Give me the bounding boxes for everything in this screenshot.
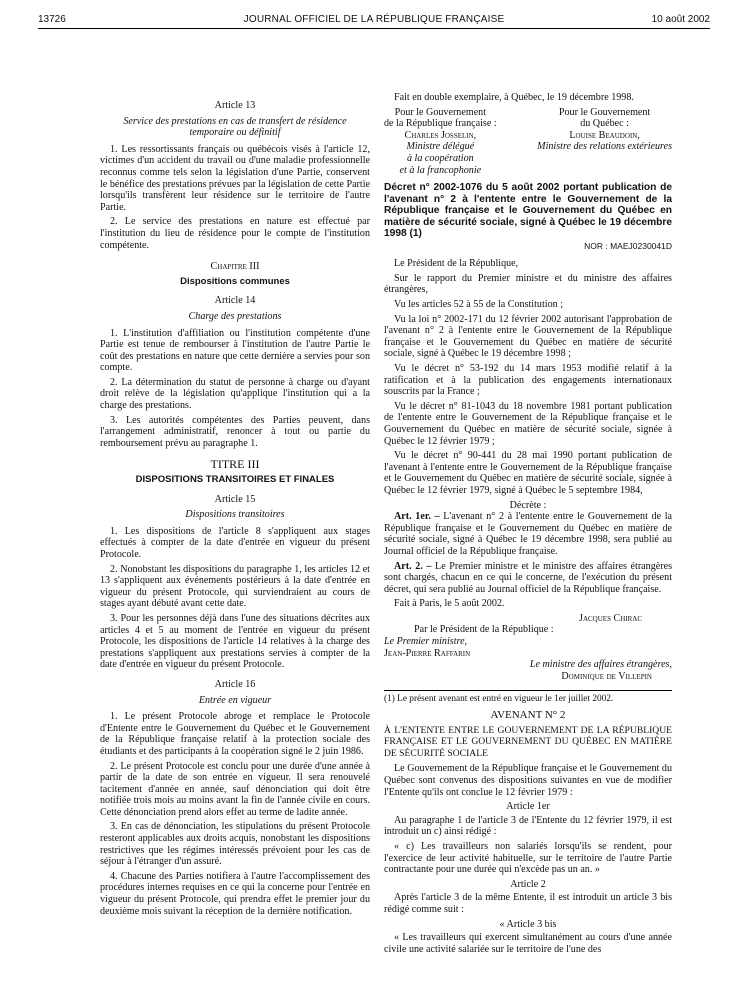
article-15-paragraph: 2. Nonobstant les dispositions du paragraphe 1, les articles 12 et 13 s'appliquent aux événements postérieurs à la date d'entrée en vigueur du présent Protocole, qui surviendraient au cours de stages ayant débuté avant cette date.: [100, 563, 370, 610]
decree-paragraph: Vu le décret n° 90-441 du 28 mai 1990 portant publication de l'avenant à l'entente entre le Gouvernement de la République française et le Gouvernement du Québec en matière de sécurité sociale, signée à Québec le 12 février 1979, signé à Québec le 5 septembre 1984,: [384, 450, 672, 496]
titre-heading: TITRE III: [210, 457, 260, 472]
decree-title: Décret n° 2002-1076 du 5 août 2002 portant publication de l'avenant n° 2 à l'entente entre le Gouvernement de la République française et le Gouvernement du Québec en matière de sécurité sociale, signé à Québec le 19 décembre 1998 (1): [384, 182, 672, 240]
header-rule: [38, 28, 710, 29]
article-text: Le Premier ministre et le ministre des affaires étrangères sont chargés, chacun en ce qui le concerne, de l'exécution du présent décret, qui sera publié au Journal officiel de la République française.: [384, 560, 672, 595]
article-3bis-heading: « Article 3 bis: [499, 918, 557, 930]
article-15-heading: Article 15: [214, 493, 256, 505]
avenant-article-2-heading: Article 2: [510, 878, 546, 890]
decrete: Décrète :: [509, 499, 547, 511]
avenant-article-1-heading: Article 1er: [506, 801, 550, 813]
avenant-paragraph: Après l'article 3 de la même Entente, il est introduit un article 3 bis rédigé comme suit :: [384, 892, 672, 915]
journal-title: JOURNAL OFFICIEL DE LA RÉPUBLIQUE FRANÇAISE: [243, 14, 505, 25]
article-text: L'avenant n° 2 à l'entente entre le Gouvernement de la République française et le Gouvernement du Québec en matière de sécurité sociale, signé à Québec le 19 décembre 1998, sera publié au Journal officiel de la République française.: [384, 511, 672, 557]
issue-date: 10 août 2002: [651, 14, 710, 25]
decree-paragraph: Vu le décret n° 81-1043 du 18 novembre 1981 portant publication de l'entente entre le Gouvernement de la République française et le Gouvernement du Québec en matière de sécurité sociale, signée à Québec le 12 février 1979 ;: [384, 400, 672, 447]
article-16-paragraph: 3. En cas de dénonciation, les stipulations du présent Protocole resteront applicables aux droits acquis, nonobstant les dispositions restrictives que les régimes intéressés prévoient pour les cas de séjour à l'étranger d'un assuré.: [100, 821, 370, 868]
article-13-paragraph: 2. Le service des prestations en nature est effectué par l'institution du lieu de résidence pour le compte de l'institution compétente.: [100, 216, 370, 251]
decree-paragraph: Vu la loi n° 2002-171 du 12 février 2002 autorisant l'approbation de l'avenant n° 2 à l'entente entre le Gouvernement de la République française et le Gouvernement du Québec en matière de sécurité sociale, signé à Québec le 19 décembre 1998 ;: [384, 313, 672, 360]
signature-france: [384, 107, 497, 177]
signature-label: Pour le Gouvernement: [558, 106, 651, 118]
article-16-heading: Article 16: [214, 678, 256, 690]
titre-title: DISPOSITIONS TRANSITOIRES ET FINALES: [135, 474, 335, 486]
decree-article-2: [384, 561, 672, 596]
signatory-role: Ministre des relations extérieures: [537, 141, 672, 153]
signatory-name: Charles Josselin,: [404, 129, 477, 141]
decree-paragraph: Vu le décret n° 53-192 du 14 mars 1953 modifié relatif à la ratification et à la publication des engagements internationaux souscrits par la France ;: [384, 363, 672, 398]
article-14-paragraph: 1. L'institution d'affiliation ou l'institution compétente d'une Partie est tenue de rembourser à l'institution de l'autre Partie le coût des prestations en nature que cette dernière a servies pour son compte.: [100, 327, 370, 374]
article-15-paragraph: 3. Pour les personnes déjà dans l'une des situations décrites aux articles 4 et 5 au moment de l'entrée en vigueur du présent Protocole, les dispositions de l'article 14 relatives à la charge des prestations s'appliquent aux prestations servies à compter de la date d'entrée en vigueur du présent Protocole.: [100, 612, 370, 671]
article-16-paragraph: 1. Le présent Protocole abroge et remplace le Protocole d'Entente entre le Gouvernement du Québec et le Gouvernement de la République française relatif à la protection sociale des étudiants et des participants à la coopération signé le 2 juin 1986.: [100, 711, 370, 757]
article-16-paragraph: 4. Chacune des Parties notifiera à l'autre l'accomplissement des procédures internes requises en ce qui la concerne pour l'entrée en vigueur du présent Protocole, qui prendra effet le premier jour du deuxième mois suivant la réception de la dernière notification.: [100, 870, 370, 917]
par-president: Par le Président de la République :: [414, 624, 554, 636]
right-column: [384, 92, 672, 958]
signatory-role: Ministre délégué: [406, 141, 475, 153]
chapter-heading: Chapitre III: [210, 261, 260, 273]
signer-president: Jacques Chirac: [579, 612, 642, 624]
article-label: Art. 2. –: [394, 560, 432, 572]
article-14-subtitle: Charge des prestations: [188, 310, 282, 322]
avenant-intro: Le Gouvernement de la République française et le Gouvernement du Québec sont convenus des dispositions suivantes en vue de modifier l'Entente qu'ils ont conclue le 12 février 1979 :: [384, 763, 672, 798]
article-14-heading: Article 14: [214, 295, 256, 307]
nor-reference: NOR : MAEJ0230041D: [584, 240, 672, 251]
page-header: [38, 14, 710, 32]
signature-label: Pour le Gouvernement: [394, 106, 487, 118]
article-16-paragraph: 2. Le présent Protocole est conclu pour une durée d'une année à partir de la date de son entrée en vigueur. Il sera renouvelé tacitement d'année en année, sauf dénonciation qui doit être notifiée trois mois au moins avant la fin de l'année civile en cours. Cette dénonciation prend alors effet au terme de ladite année.: [100, 760, 370, 818]
decree-paragraph: Le Président de la République,: [394, 258, 519, 270]
article-13-paragraph: 1. Les ressortissants français ou québécois visés à l'article 12, victimes d'un accident du travail ou d'une maladie professionnelle reconnus comme tels selon la législation d'une Partie, conservent le bénéfice des prestations prévues par la législation de cette Partie lorsqu'ils transfèrent leur résidence sur le territoire de l'autre Partie.: [100, 143, 370, 213]
avenant-subtitle: À L'ENTENTE ENTRE LE GOUVERNEMENT DE LA RÉPUBLIQUE FRANÇAISE ET LE GOUVERNEMENT DU QUÉBEC EN MATIÈRE DE SÉCURITÉ SOCIALE: [384, 724, 672, 759]
page-number: 13726: [38, 14, 66, 25]
decree-paragraph: Vu les articles 52 à 55 de la Constitution ;: [394, 299, 563, 311]
avenant-paragraph: Au paragraphe 1 de l'article 3 de l'Entente du 12 février 1979, il est introduit un c) ainsi rédigé :: [384, 814, 672, 838]
avenant-paragraph: « Les travailleurs qui exercent simultanément au cours d'une année civile une activité salariée sur le territoire de l'une des: [384, 932, 672, 955]
article-15-paragraph: 1. Les dispositions de l'article 8 s'appliquent aux stages effectués à compter de la date d'entrée en vigueur du présent Protocole.: [100, 525, 370, 560]
fait-quebec: Fait en double exemplaire, à Québec, le 19 décembre 1998.: [394, 92, 634, 103]
article-14-paragraph: 3. Les autorités compétentes des Parties peuvent, dans l'arrangement administratif, renoncer à tout ou partie du remboursement prévu au paragraphe 1.: [100, 414, 370, 449]
article-15-subtitle: Dispositions transitoires: [185, 509, 285, 521]
ministre-ae-name: Dominique de Villepin: [561, 670, 652, 682]
avenant-title: AVENANT N° 2: [490, 709, 566, 722]
premier-ministre-name: Jean-Pierre Raffarin: [384, 647, 471, 659]
decree-article-1: [384, 511, 672, 557]
footnote: (1) Le présent avenant est entré en vigueur le 1er juillet 2002.: [384, 690, 672, 706]
article-16-subtitle: Entrée en vigueur: [198, 694, 272, 706]
ministre-ae-label: Le ministre des affaires étrangères,: [529, 659, 672, 671]
signatory-role: à la coopération: [406, 152, 474, 164]
signatory-role: et à la francophonie: [399, 164, 482, 176]
article-13-heading: Article 13: [214, 100, 256, 111]
avenant-paragraph: « c) Les travailleurs non salariés lorsqu'ils se rendent, pour l'exercice de leur activité habituelle, sur le territoire de l'autre Partie contractante pour une durée qui n'excède pas un an. »: [384, 840, 672, 876]
article-label: Art. 1er. –: [394, 511, 440, 523]
left-column: [100, 92, 370, 920]
fait-paris: Fait à Paris, le 5 août 2002.: [394, 598, 505, 610]
premier-ministre-label: Le Premier ministre,: [384, 636, 468, 648]
signatory-name: Louise Beaudoin,: [569, 129, 640, 141]
chapter-title: Dispositions communes: [180, 275, 290, 287]
signature-label: de la République française :: [384, 118, 497, 130]
decree-paragraph: Sur le rapport du Premier ministre et du ministre des affaires étrangères,: [384, 272, 672, 296]
signature-label: du Québec :: [580, 118, 629, 130]
signatures-1998: [384, 107, 672, 177]
signature-quebec: [537, 107, 672, 177]
article-14-paragraph: 2. La détermination du statut de personne à charge ou d'ayant droit relève de la législation qu'applique l'institution qui a la charge des prestations.: [100, 376, 370, 412]
article-13-subtitle: Service des prestations en cas de transfert de résidence temporaire ou définitif: [123, 115, 347, 139]
